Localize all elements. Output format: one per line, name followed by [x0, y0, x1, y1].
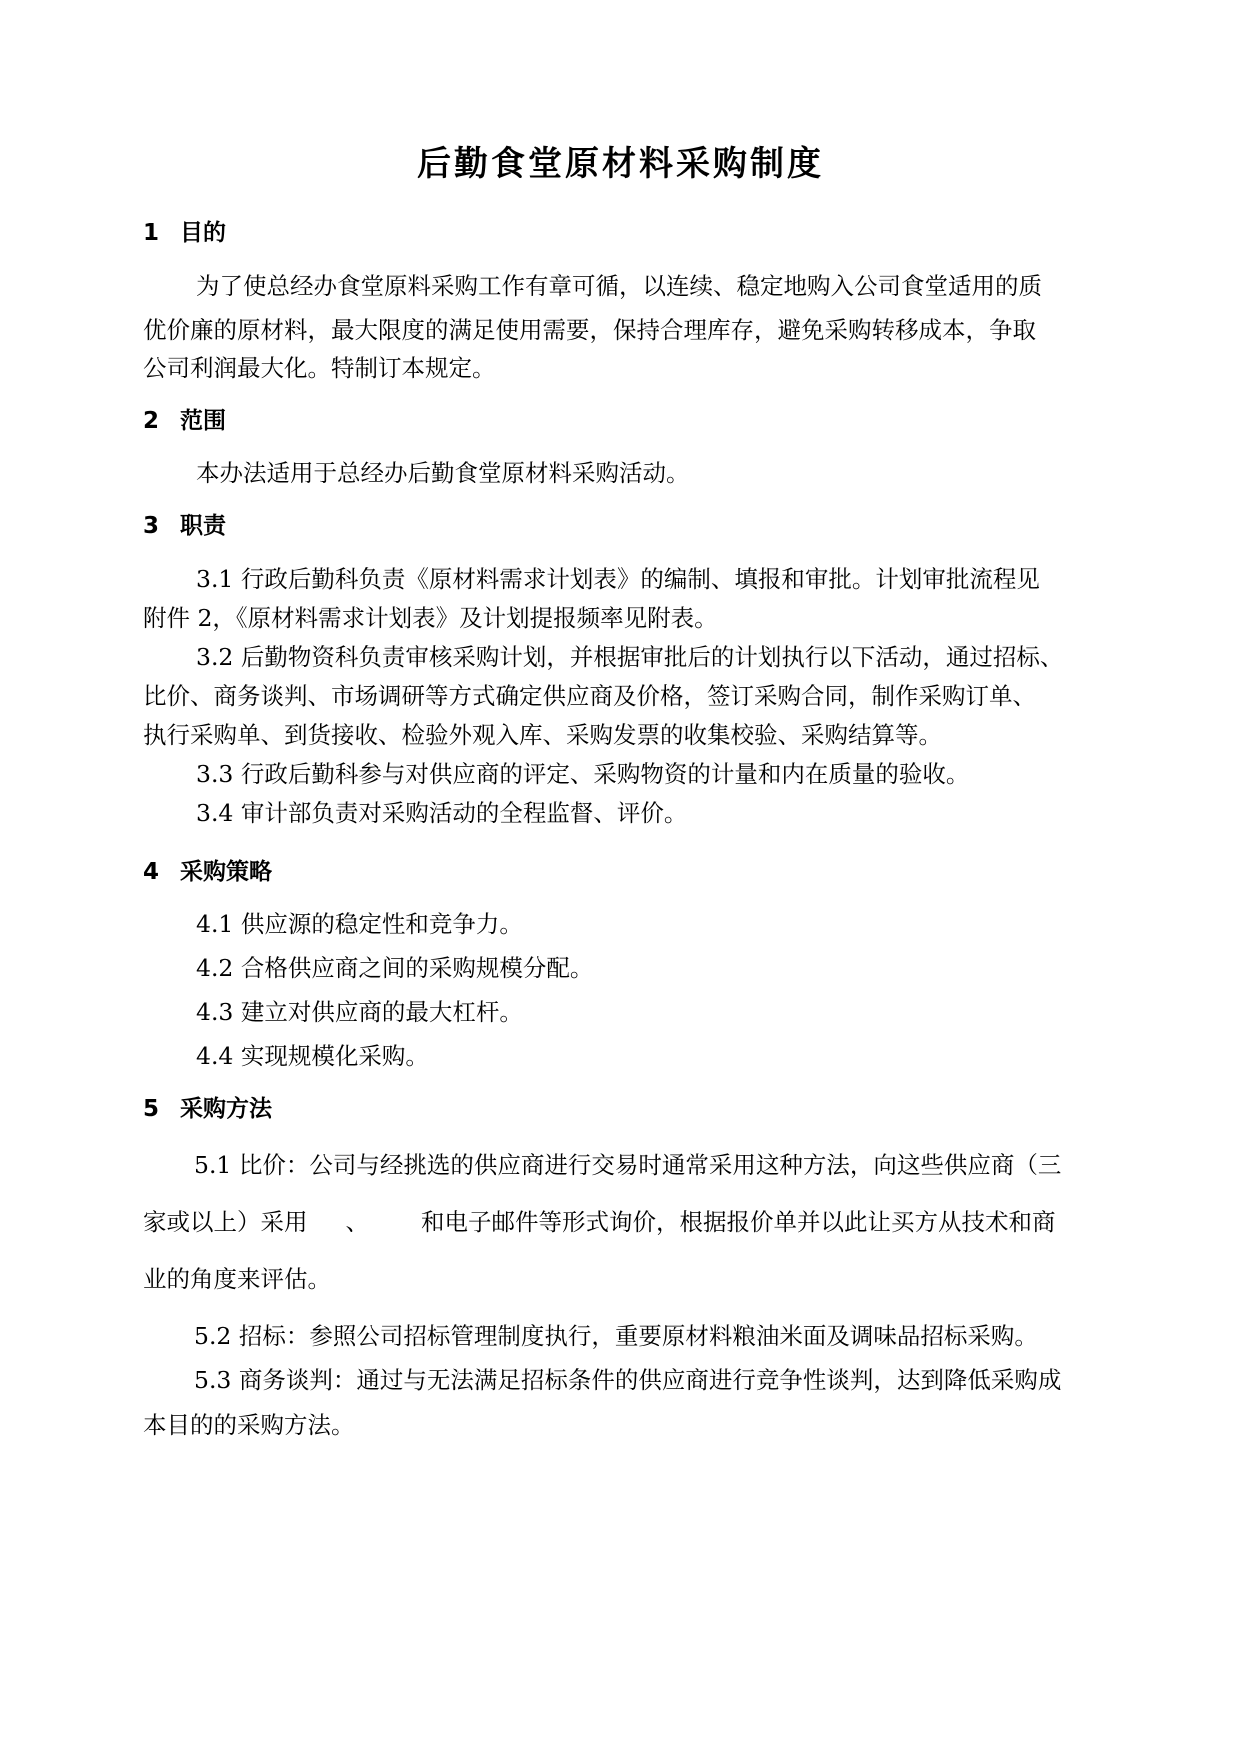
paragraph-line: 4.3 建立对供应商的最大杠杆。: [196, 998, 523, 1026]
document-title: 后勤食堂原材料采购制度: [417, 144, 824, 184]
paragraph-line: 本目的的采购方法。: [143, 1411, 355, 1439]
paragraph-line: 执行采购单、到货接收、检验外观入库、采购发票的收集校验、采购结算等。: [143, 721, 942, 749]
paragraph-line: 优价廉的原材料，最大限度的满足使用需要，保持合理库存，避免采购转移成本，争取: [143, 316, 1036, 344]
paragraph-line: 为了使总经办食堂原料采购工作有章可循，以连续、稳定地购入公司食堂适用的质: [196, 272, 1042, 300]
section-number: 4: [143, 859, 160, 885]
paragraph-line: 4.4 实现规模化采购。: [196, 1042, 429, 1070]
section-title: 职责: [180, 513, 226, 539]
section-heading-1: [143, 218, 226, 248]
paragraph-line: 3.4 审计部负责对采购活动的全程监督、评价。: [196, 799, 688, 827]
paragraph-line: 业的角度来评估。: [143, 1265, 331, 1293]
section-heading-5: [143, 1094, 272, 1124]
text-fragment: 、: [345, 1208, 369, 1236]
paragraph-line: 5.2 招标：参照公司招标管理制度执行，重要原材料粮油米面及调味品招标采购。: [194, 1322, 1038, 1350]
text-fragment: 家或以上）采用: [143, 1208, 308, 1236]
paragraph-line: 5.3 商务谈判：通过与无法满足招标条件的供应商进行竞争性谈判，达到降低采购成: [194, 1366, 1062, 1394]
section-number: 3: [143, 513, 160, 539]
section-heading-4: [143, 857, 272, 887]
section-title: 采购策略: [180, 859, 272, 885]
paragraph-line: 公司利润最大化。特制订本规定。: [143, 354, 496, 382]
paragraph-line: 本办法适用于总经办后勤食堂原材料采购活动。: [196, 459, 690, 487]
paragraph-line: 3.3 行政后勤科参与对供应商的评定、采购物资的计量和内在质量的验收。: [196, 760, 970, 788]
section-number: 1: [143, 220, 160, 246]
paragraph-line: 5.1 比价：公司与经挑选的供应商进行交易时通常采用这种方法，向这些供应商（三: [194, 1151, 1062, 1179]
section-title: 采购方法: [180, 1096, 272, 1122]
section-number: 5: [143, 1096, 160, 1122]
section-heading-3: [143, 511, 226, 541]
section-number: 2: [143, 408, 160, 434]
paragraph-line: 比价、商务谈判、市场调研等方式确定供应商及价格，签订采购合同，制作采购订单、: [143, 682, 1036, 710]
text-fragment: 和电子邮件等形式询价，根据报价单并以此让买方从技术和商: [421, 1208, 1056, 1236]
paragraph-line: 3.1 行政后勤科负责《原材料需求计划表》的编制、填报和审批。计划审批流程见: [196, 565, 1040, 593]
section-title: 目的: [180, 220, 226, 246]
paragraph-line: 4.2 合格供应商之间的采购规模分配。: [196, 954, 594, 982]
paragraph-line: 4.1 供应源的稳定性和竞争力。: [196, 910, 523, 938]
paragraph-line: 3.2 后勤物资科负责审核采购计划，并根据审批后的计划执行以下活动，通过招标、: [196, 643, 1064, 671]
paragraph-line-with-blanks: [143, 1207, 1056, 1237]
paragraph-line: 附件 2，《原材料需求计划表》及计划提报频率见附表。: [143, 604, 718, 632]
section-heading-2: [143, 406, 226, 436]
section-title: 范围: [180, 408, 226, 434]
